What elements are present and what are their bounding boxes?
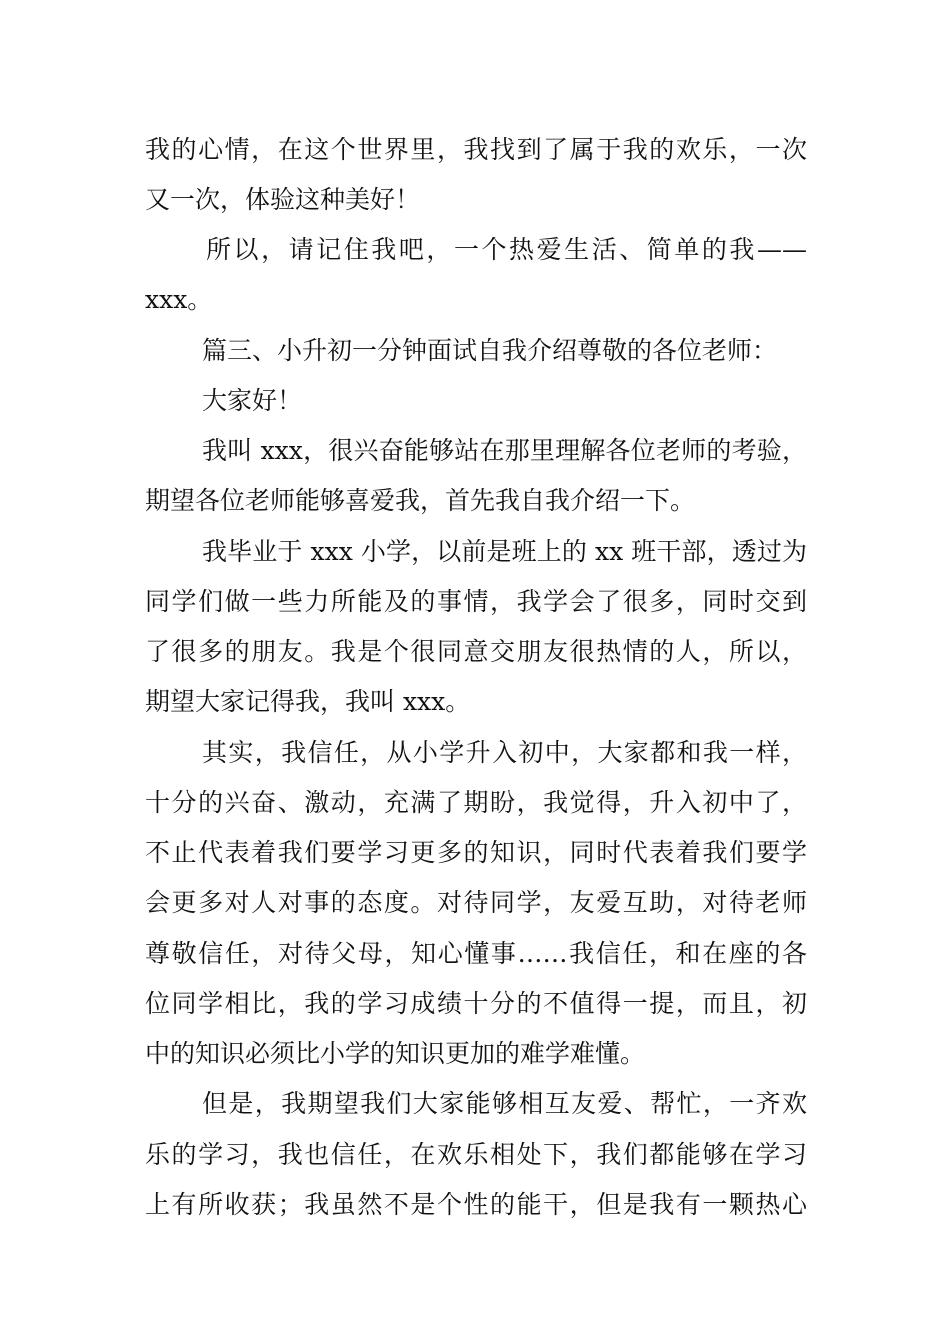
text-line: 了很多的朋友。我是个很同意交朋友很热情的人，所以，	[145, 637, 807, 666]
text-line: 期望大家记得我，我叫 xxx。	[145, 687, 471, 716]
text-line: 又一次，体验这种美好！	[145, 185, 421, 214]
text-line: 中的知识必须比小学的知识更加的难学难懂。	[145, 1039, 646, 1068]
section-heading: 篇三、小升初一分钟面试自我介绍尊敬的各位老师：	[202, 336, 778, 365]
text-line: 会更多对人对事的态度。对待同学，友爱互助，对待老师	[145, 888, 807, 917]
text-line: 十分的兴奋、激动，充满了期盼，我觉得，升入初中了，	[145, 788, 807, 817]
text-line: 尊敬信任，对待父母，知心懂事……我信任，和在座的各	[145, 939, 807, 968]
text-line: 但是，我期望我们大家能够相互友爱、帮忙，一齐欢	[202, 1089, 807, 1118]
text-line: 其实，我信任，从小学升入初中，大家都和我一样，	[202, 738, 807, 767]
text-line: xxx。	[145, 285, 213, 314]
text-line: 所以，请记住我吧，一个热爱生活、简单的我——	[206, 235, 807, 264]
text-line: 不止代表着我们要学习更多的知识，同时代表着我们要学	[145, 838, 807, 867]
greeting: 大家好！	[202, 386, 303, 415]
text-line: 上有所收获；我虽然不是个性的能干，但是我有一颗热心	[145, 1190, 807, 1219]
text-line: 我的心情，在这个世界里，我找到了属于我的欢乐，一次	[145, 135, 807, 164]
text-line: 我叫 xxx，很兴奋能够站在那里理解各位老师的考验，	[202, 436, 807, 465]
text-line: 位同学相比，我的学习成绩十分的不值得一提，而且，初	[145, 989, 807, 1018]
text-line: 我毕业于 xxx 小学，以前是班上的 xx 班干部，透过为	[202, 537, 807, 566]
text-line: 期望各位老师能够喜爱我，首先我自我介绍一下。	[145, 486, 696, 515]
text-line: 乐的学习，我也信任，在欢乐相处下，我们都能够在学习	[145, 1140, 807, 1169]
text-line: 同学们做一些力所能及的事情，我学会了很多，同时交到	[145, 587, 807, 616]
